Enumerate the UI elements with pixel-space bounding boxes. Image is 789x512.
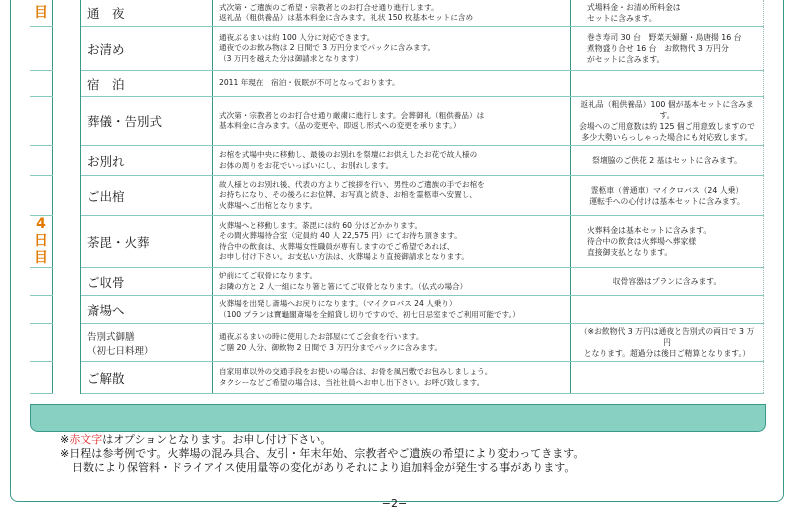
- item-description: [213, 146, 571, 176]
- day-cell: [30, 27, 53, 71]
- item-fee-note: [571, 176, 764, 216]
- item-name: 斎場へ: [81, 296, 213, 324]
- item-name: 通 夜: [81, 0, 213, 27]
- description-line: 基本料金に含みます。（品の変更や、即返し形式への変更を承ります。）: [219, 121, 461, 130]
- notes: [60, 433, 584, 475]
- schedule-table: [30, 0, 764, 394]
- description-line: （100 プランは寶龜閣斎場を全館貸し切りですので、初七日忌室までご利用可能です。）: [219, 309, 520, 319]
- item-name: 荼毘・火葬: [81, 216, 213, 268]
- table-footer-bar: [30, 404, 766, 432]
- day-cell: [30, 97, 53, 146]
- spacer-cell: [53, 216, 81, 268]
- item-description: [213, 216, 571, 268]
- description-line: （3 万円を越えた分は御請求となります）: [219, 53, 363, 63]
- fee-line: となります。超過分は後日ご精算となります。）: [583, 349, 751, 358]
- spacer-cell: [53, 0, 81, 27]
- fee-line: 火葬料金は基本セットに含みます。: [587, 226, 712, 235]
- day-cell: [30, 324, 53, 362]
- table-row: [30, 71, 764, 97]
- description-line: お隣の方と 2 人一組になり箸と箸にてご収骨となります。（仏式の場合）: [219, 281, 468, 291]
- fee-line: 煮物盛り合せ 16 台 お飲物代 3 万円分: [587, 44, 729, 53]
- item-description: [213, 27, 571, 71]
- item-fee-note: [571, 97, 764, 146]
- item-fee-note: [571, 71, 764, 97]
- table-row: [30, 27, 764, 71]
- item-name: 宿 泊: [81, 71, 213, 97]
- description-line: 待合中の飲食は、火葬場女性職員が専有しますのでご希望であれば、: [219, 241, 455, 251]
- description-line: 式次第・宗教者とのお打合せ通り厳粛に進行します。会葬御礼（粗供養品）は: [219, 110, 485, 120]
- spacer-cell: [53, 146, 81, 176]
- fee-line: がセットに含みます。: [587, 55, 665, 64]
- item-description: [213, 296, 571, 324]
- fee-line: 直接御支払となります。: [587, 248, 673, 257]
- day-cell: [30, 146, 53, 176]
- item-fee-note: [571, 268, 764, 296]
- item-fee-note: [571, 27, 764, 71]
- item-name: お別れ: [81, 146, 213, 176]
- spacer-cell: [53, 27, 81, 71]
- fee-line: 巻き寿司 30 台 野菜天婦羅・鳥唐揚 16 台: [587, 33, 742, 42]
- spacer-cell: [53, 324, 81, 362]
- note-mark: ※: [60, 433, 70, 446]
- item-name: ご出棺: [81, 176, 213, 216]
- spacer-cell: [53, 71, 81, 97]
- description-line: 自家用車以外の交通手段をお使いの場合は、お骨を風呂敷でお包みしましょう。: [219, 367, 493, 376]
- table-row: [30, 216, 764, 268]
- description-line: お申し付け下さい。お支払い方法は、火葬場より直接御請求となります。: [219, 252, 469, 261]
- description-line: お棺を式場中央に移動し、最後のお別れを祭壇にお供えしたお花で故人様の: [219, 150, 478, 159]
- table-row: [30, 296, 764, 324]
- table-row: [30, 268, 764, 296]
- table-row: [30, 362, 764, 394]
- description-line: 2011 年現在 宿泊・仮眠が不可となっております。: [219, 78, 400, 88]
- table-row: [30, 97, 764, 146]
- item-description: [213, 268, 571, 296]
- item-description: [213, 0, 571, 27]
- item-description: [213, 362, 571, 394]
- item-fee-note: [571, 146, 764, 176]
- description-line: 通夜ぶるまいの時に使用したお部屋にてご会食を行います。: [219, 332, 424, 341]
- day-cell: [30, 268, 53, 296]
- day-cell: [30, 296, 53, 324]
- item-name: 告別式御膳 （初七日料理）: [81, 324, 213, 362]
- description-line: 火葬場へご出棺となります。: [219, 200, 318, 210]
- note-option: [60, 433, 584, 447]
- spacer-cell: [53, 296, 81, 324]
- item-fee-note: [571, 324, 764, 362]
- description-line: その間火葬場待合室（定員約 40 人 22,575 円）にてお待ち頂きます。: [219, 231, 462, 240]
- description-line: 式次第・ご遺族のご希望・宗教者とのお打合せ通り進行します。: [219, 2, 439, 12]
- description-line: お体の周りをお花でいっぱいにし、お別れします。: [219, 160, 394, 170]
- item-description: [213, 97, 571, 146]
- note-option-text: はオプションとなります。お申し付け下さい。: [102, 433, 332, 446]
- fee-line: 待合中の飲食は火葬場へ葬家様: [587, 237, 697, 246]
- description-line: 通夜でのお飲み物は 2 日間で 3 万円分までパックに含みます。: [219, 43, 436, 53]
- description-line: 火葬場を出発し斎場へお戻りになります。（マイクロバス 24 人乗り）: [219, 299, 457, 308]
- item-name: お清め: [81, 27, 213, 71]
- table-row: [30, 146, 764, 176]
- fee-line: 返礼品（粗供養品）100 個が基本セットに含みます。: [580, 100, 754, 120]
- day-cell: [30, 362, 53, 394]
- description-line: お持ちになり、その後ろにお位牌、お写真と続き、お棺を霊柩車へ安置し、: [219, 190, 477, 200]
- fee-line: 収骨容器はプランに含みます。: [612, 277, 722, 286]
- fee-line: 式場料金・お清め所料金は: [587, 3, 681, 12]
- item-description: [213, 176, 571, 216]
- fee-line: 会場へのご用意数は約 125 個ご用意致しますので: [579, 122, 755, 131]
- description-line: 故人様とのお別れ後、代表の方よりご挨拶を行い、男性のご遺族の手でお棺を: [219, 179, 485, 189]
- item-description: [213, 71, 571, 97]
- item-fee-note: [571, 0, 764, 27]
- description-line: タクシーなどご希望の場合は、当社社員へお申し出下さい。お呼び致します。: [219, 377, 485, 387]
- fee-line: 霊柩車（普通車）マイクロバス（24 人乗）: [590, 185, 744, 195]
- item-name: ご解散: [81, 362, 213, 394]
- table-row: [30, 176, 764, 216]
- fee-line: 運転手への心付けは基本セットに含みます。: [589, 196, 745, 206]
- description-line: 火葬場へと移動します。荼毘には約 60 分ほどかかります。: [219, 220, 423, 230]
- item-description: [213, 324, 571, 362]
- note-red-text: 赤文字: [69, 433, 103, 446]
- note-schedule: ※日程は参考例です。火葬場の混み具合、友引・年末年始、宗教者やご遺族の希望により変わってきます。: [60, 447, 585, 460]
- item-fee-note: [571, 216, 764, 268]
- item-fee-note: [571, 362, 764, 394]
- day-cell: 4 日 目: [30, 216, 53, 268]
- spacer-cell: [53, 362, 81, 394]
- item-name: ご収骨: [81, 268, 213, 296]
- day-cell: 目: [30, 0, 53, 27]
- description-line: ご膳 20 人分、御飲物 2 日間で 3 万円分までパックに含みます。: [219, 342, 443, 352]
- note-extra-fee: 日数により保管料・ドライアイス使用量等の変化がありそれにより追加料金が発生する事があります。: [72, 461, 576, 474]
- description-line: 炉前にてご収骨になります。: [219, 271, 318, 280]
- page-number: −2−: [381, 497, 408, 510]
- fee-line: 多少大勢いらっしゃった場合にも対応致します。: [581, 133, 753, 142]
- description-line: 返礼品（粗供養品）は基本料金に含みます。礼状 150 枚基本セットに含め: [219, 13, 474, 22]
- spacer-cell: [53, 176, 81, 216]
- fee-line: セットに含みます。: [587, 14, 657, 23]
- item-name: 葬儀・告別式: [81, 97, 213, 146]
- spacer-cell: [53, 97, 81, 146]
- item-fee-note: [571, 296, 764, 324]
- spacer-cell: [53, 268, 81, 296]
- day-cell: [30, 176, 53, 216]
- fee-line: （※お飲物代 3 万円は通夜と告別式の両日で 3 万円: [579, 327, 755, 347]
- description-line: 通夜ぶるまいは約 100 人分に対応できます。: [219, 32, 375, 42]
- fee-line: 祭壇脇のご供花 2 基はセットに含みます。: [592, 156, 742, 165]
- day-cell: [30, 71, 53, 97]
- table-row: [30, 324, 764, 362]
- table-row: [30, 0, 764, 27]
